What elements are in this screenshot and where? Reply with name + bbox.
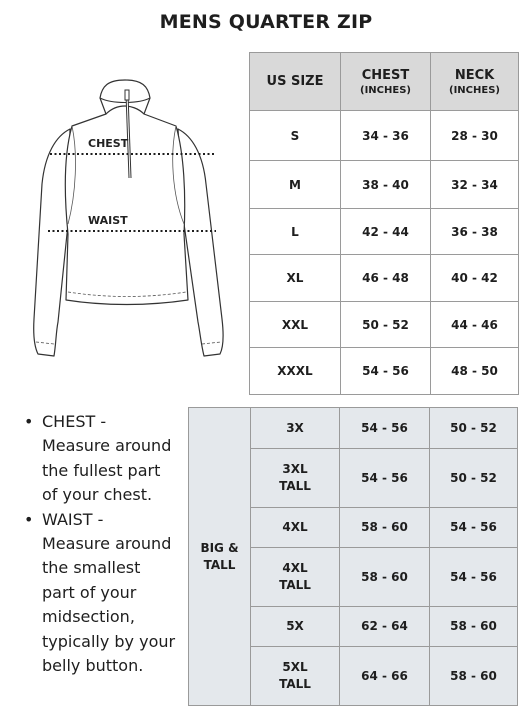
quarter-zip-illustration: [18, 74, 248, 374]
size-cell: S: [250, 111, 341, 161]
header-neck-unit: (INCHES): [449, 84, 500, 96]
note-line: WAIST -: [42, 509, 104, 529]
chest-cell: 34 - 36: [341, 111, 431, 161]
size-table: [249, 52, 519, 395]
chest-cell: 58 - 60: [340, 508, 430, 548]
size-line2: TALL: [279, 677, 311, 691]
chest-cell: 38 - 40: [341, 161, 431, 209]
neck-cell: 44 - 46: [431, 302, 519, 348]
chest-cell: 42 - 44: [341, 209, 431, 255]
size-cell: XXXL: [250, 348, 341, 395]
size-cell: [251, 548, 340, 607]
size-cell: XXL: [250, 302, 341, 348]
size-cell: [251, 408, 340, 449]
size-cell: L: [250, 209, 341, 255]
header-us-size: US SIZE: [250, 53, 341, 111]
table-row: [250, 161, 519, 209]
table-row: [250, 348, 519, 395]
header-chest: [341, 53, 431, 111]
header-chest-unit: (INCHES): [360, 84, 411, 96]
chest-note: [22, 410, 190, 508]
neck-cell: 28 - 30: [431, 111, 519, 161]
chest-cell: 50 - 52: [341, 302, 431, 348]
quarter-zip-drawing: [18, 74, 248, 374]
neck-cell: 48 - 50: [431, 348, 519, 395]
note-line: the fullest part: [42, 460, 161, 480]
chest-cell: 54 - 56: [340, 449, 430, 508]
neck-cell: 50 - 52: [430, 408, 518, 449]
chest-cell: 46 - 48: [341, 255, 431, 302]
note-line: CHEST -: [42, 412, 107, 431]
size-line2: TALL: [279, 479, 311, 493]
size-cell: [251, 607, 340, 647]
table-row: [250, 111, 519, 161]
big-tall-group-cell: [189, 408, 251, 706]
neck-cell: 58 - 60: [430, 647, 518, 706]
page-title: MENS QUARTER ZIP: [159, 11, 373, 33]
table-row: [189, 408, 518, 449]
note-line: Measure around: [42, 436, 172, 456]
size-cell: M: [250, 161, 341, 209]
neck-cell: 36 - 38: [431, 209, 519, 255]
big-tall-table: [188, 407, 518, 706]
note-line: Measure around: [42, 534, 172, 554]
size-line1: 5X: [286, 619, 304, 633]
neck-cell: 54 - 56: [430, 548, 518, 607]
note-line: belly button.: [42, 656, 144, 676]
note-line: midsection,: [42, 607, 135, 627]
size-line1: 5XL: [282, 660, 308, 674]
note-line: part of your: [42, 582, 137, 602]
chest-cell: 58 - 60: [340, 548, 430, 607]
header-neck-label: NECK: [454, 67, 495, 83]
neck-cell: 32 - 34: [431, 161, 519, 209]
measurement-notes: [22, 410, 190, 678]
table-row: [250, 302, 519, 348]
size-line1: 4XL: [282, 520, 308, 534]
header-chest-label: CHEST: [361, 67, 410, 83]
header-neck: [431, 53, 519, 111]
size-line1: 4XL: [282, 561, 308, 575]
size-line1: 3XL: [282, 462, 308, 476]
group-label-line2: TALL: [203, 557, 236, 572]
chest-cell: 54 - 56: [341, 348, 431, 395]
group-label-line1: BIG &: [200, 540, 239, 555]
size-cell: [251, 647, 340, 706]
chest-cell: 62 - 64: [340, 607, 430, 647]
chest-cell: 64 - 66: [340, 647, 430, 706]
chest-cell: 54 - 56: [340, 408, 430, 449]
bullet: •: [24, 412, 34, 431]
size-line1: 3X: [286, 420, 304, 435]
chest-label: CHEST: [88, 137, 129, 150]
table-row: [250, 255, 519, 302]
size-cell: [251, 508, 340, 548]
size-cell: [251, 449, 340, 508]
bullet: •: [24, 509, 34, 529]
table-row: [250, 209, 519, 255]
note-line: the smallest: [42, 558, 141, 578]
waist-note: [22, 508, 190, 679]
note-line: of your chest.: [42, 485, 153, 505]
size-cell: XL: [250, 255, 341, 302]
neck-cell: 58 - 60: [430, 607, 518, 647]
size-line2: TALL: [279, 578, 311, 592]
neck-cell: 40 - 42: [431, 255, 519, 302]
size-table-header: [250, 53, 519, 111]
neck-cell: 50 - 52: [430, 449, 518, 508]
waist-label: WAIST: [88, 214, 128, 227]
note-line: typically by your: [42, 631, 176, 651]
neck-cell: 54 - 56: [430, 508, 518, 548]
